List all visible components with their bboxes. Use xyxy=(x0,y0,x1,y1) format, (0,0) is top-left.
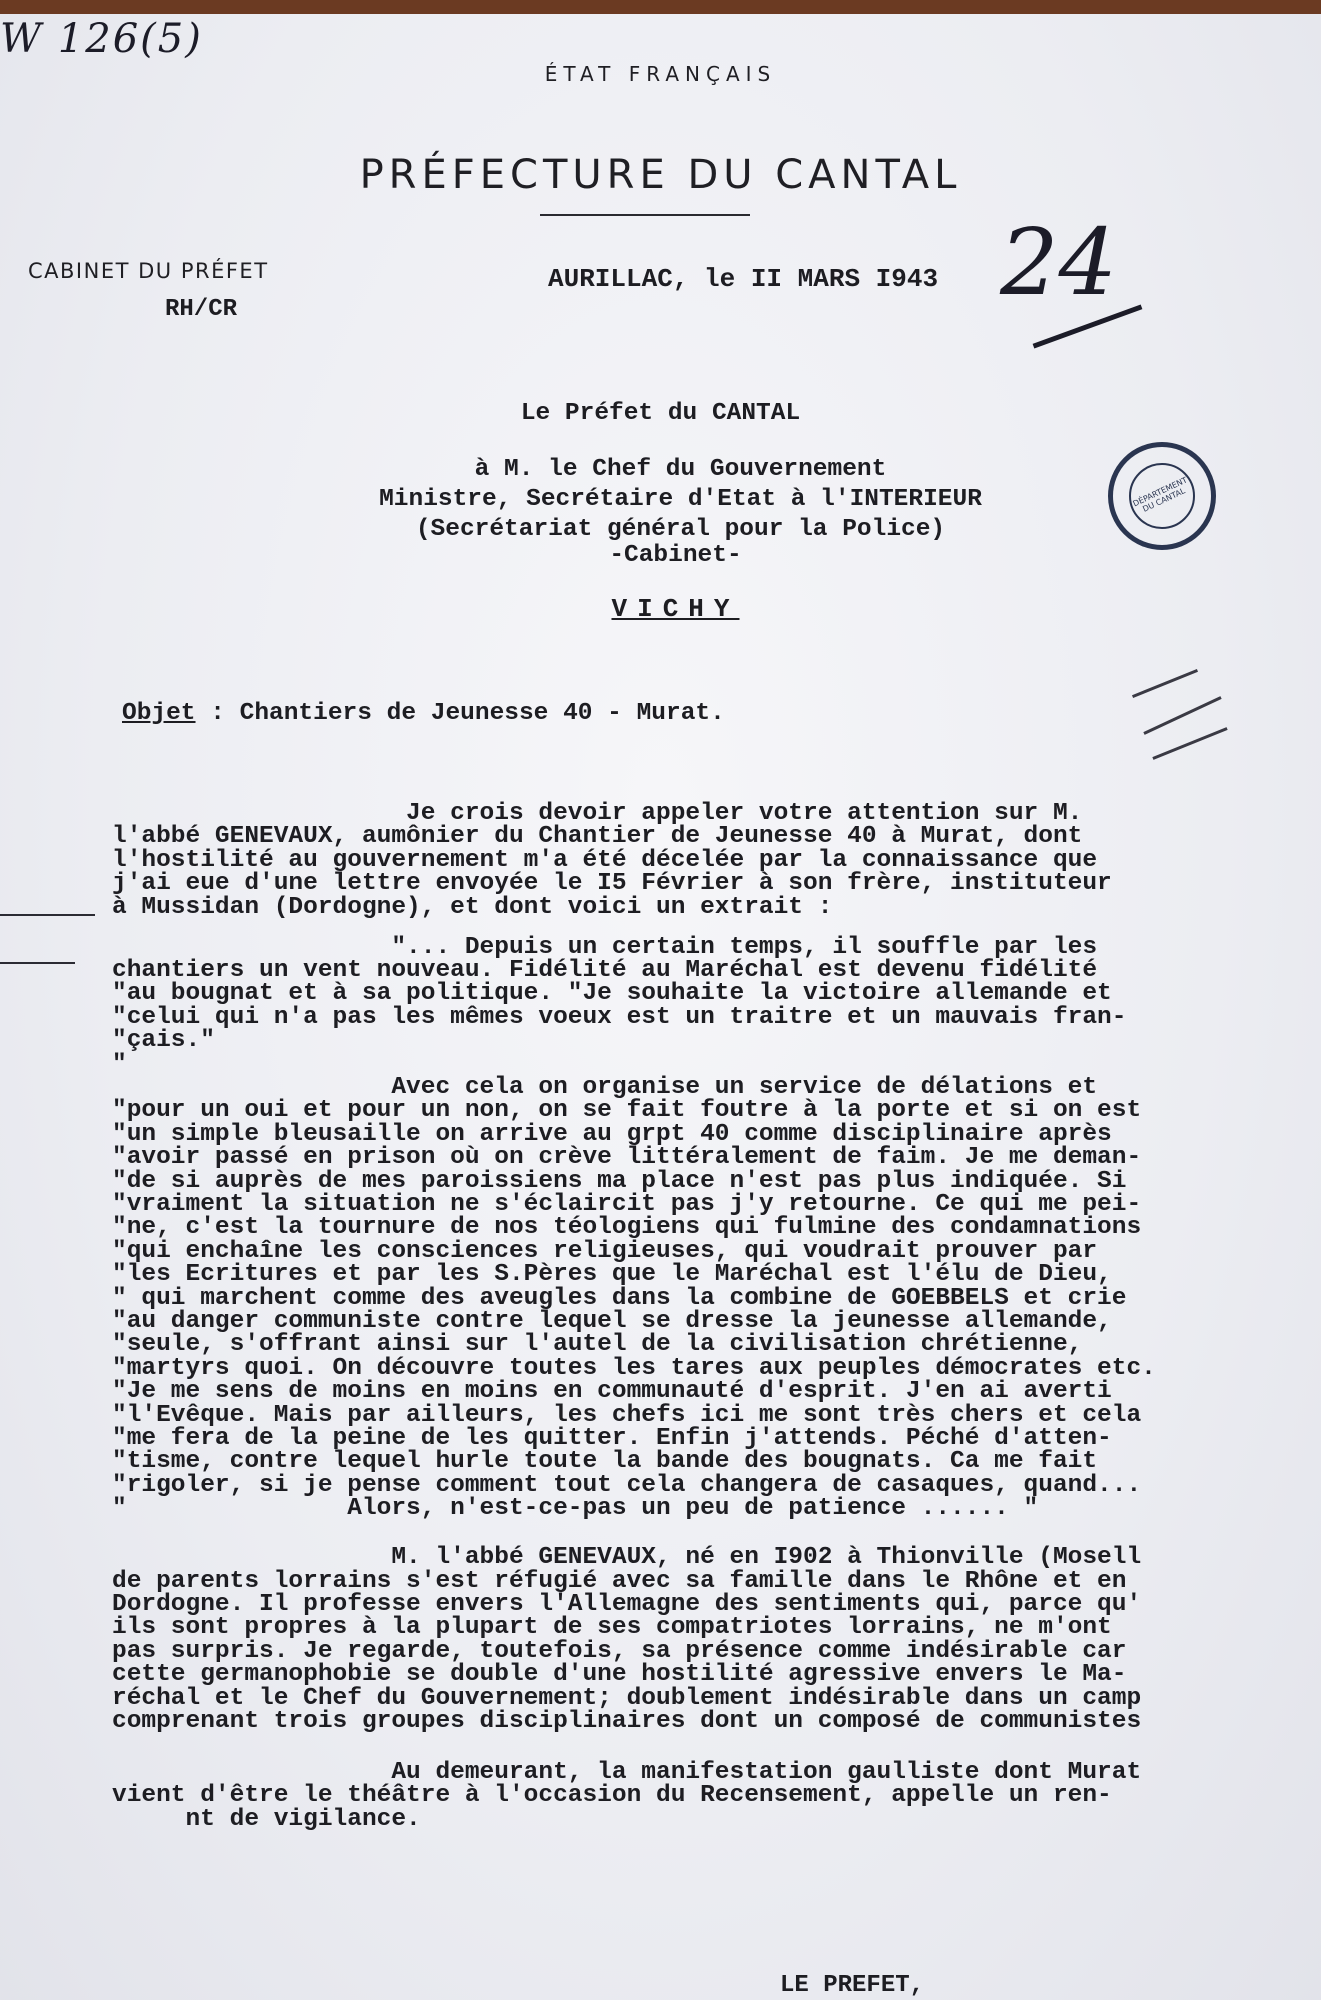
stamp-inner-ring xyxy=(1129,463,1195,529)
state-heading: ÉTAT FRANÇAIS xyxy=(544,62,777,86)
sender-line: Le Préfet du CANTAL xyxy=(520,400,801,427)
body-line: "de si auprès de mes paroissiens ma place n'est pas plus indiquée. Si xyxy=(112,1167,1127,1195)
body-line: "l'Evêque. Mais par ailleurs, les chefs ici me sont très chers et cela xyxy=(112,1401,1142,1429)
addressee-line-3: (Secrétariat général pour la Police) xyxy=(415,516,946,543)
body-line: Au demeurant, la manifestation gaulliste dont Murat xyxy=(112,1759,1142,1786)
body-line: "les Ecritures et par les S.Pères que le Maréchal est l'élu de Dieu, xyxy=(112,1261,1112,1289)
body-line: "au danger communiste contre lequel se dresse la jeunesse allemande, xyxy=(112,1308,1112,1335)
body-line: à Mussidan (Dordogne), et dont voici un extrait : xyxy=(112,893,833,921)
body-line: "au bougnat et à sa politique. "Je souhaite la victoire allemande et xyxy=(112,980,1112,1008)
subject-label: Objet xyxy=(122,700,196,727)
prefecture-heading: PRÉFECTURE DU CANTAL xyxy=(359,152,962,198)
body-line: l'abbé GENEVAUX, aumônier du Chantier de Jeunesse 40 à Murat, dont xyxy=(112,823,1083,851)
addressee-line-4: -Cabinet- xyxy=(609,542,742,569)
body-line: "me fera de la peine de les quitter. Enfin j'attends. Péché d'atten- xyxy=(112,1425,1112,1452)
city-underlined: VICHY xyxy=(611,594,740,624)
body-line: j'ai eue d'une lettre envoyée le I5 Février à son frère, instituteur xyxy=(112,870,1112,898)
body-line: pas surpris. Je regarde, toutefois, sa présence comme indésirable car xyxy=(112,1637,1127,1665)
body-line: "pour un oui et pour un non, on se fait foutre à la porte et si on est xyxy=(112,1097,1142,1125)
margin-bracket-top xyxy=(0,914,95,916)
margin-scribble-3 xyxy=(1152,727,1227,760)
body-line: vient d'être le théâtre à l'occasion du Recensement, appelle un ren- xyxy=(112,1782,1112,1810)
addressee-line-1: à M. le Chef du Gouvernement xyxy=(474,456,887,483)
document-page xyxy=(0,14,1321,2000)
body-line: "rigoler, si je pense comment tout cela changera de casaques, quand... xyxy=(112,1471,1142,1499)
body-line: "vraiment la situation ne s'éclaircit pas j'y retourne. Ce qui me pei- xyxy=(112,1191,1142,1218)
body-line: Je crois devoir appeler votre attention sur M. xyxy=(112,800,1083,827)
body-line: "... Depuis un certain temps, il souffle par les xyxy=(112,933,1098,961)
body-line: "çais." xyxy=(112,1027,215,1055)
body-line: réchal et le Chef du Gouvernement; doublement indésirable dans un camp xyxy=(112,1684,1142,1712)
body-line: chantiers un vent nouveau. Fidélité au Maréchal est devenu fidélité xyxy=(112,957,1098,984)
stamp-label: DÉPARTEMENT DU CANTAL xyxy=(1131,475,1189,514)
body-line: "martyrs quoi. On découvre toutes les tares aux peuples démocrates etc. xyxy=(112,1354,1156,1382)
body-line: l'hostilité au gouvernement m'a été décelée par la connaissance que xyxy=(112,846,1098,874)
body-line: " Alors, n'est-ce-pas un peu de patience ...... " xyxy=(112,1495,1039,1523)
body-line: Avec cela on organise un service de délations et xyxy=(112,1074,1098,1101)
body-line: "celui qui n'a pas les mêmes voeux est un traitre et un mauvais fran- xyxy=(112,1003,1127,1031)
body-line: " xyxy=(112,1050,127,1078)
folio-number-handwritten: 24 xyxy=(1000,209,1118,316)
body-line: "un simple bleusaille on arrive au grpt 40 comme disciplinaire après xyxy=(112,1120,1112,1148)
body-line: " qui marchent comme des aveugles dans la combine de GOEBBELS et crie xyxy=(112,1284,1127,1312)
archive-reference-handwritten: W 126(5) xyxy=(0,16,203,62)
signature-line: LE PREFET, xyxy=(780,1972,925,1999)
addressee-city xyxy=(0,594,1321,624)
office-label: CABINET DU PRÉFET xyxy=(28,259,269,283)
body-line: "qui enchaîne les consciences religieuses, qui voudrait prouver par xyxy=(112,1237,1098,1265)
margin-scribble-1 xyxy=(1132,669,1198,698)
margin-scribble-2 xyxy=(1143,696,1221,735)
body-line: M. l'abbé GENEVAUX, né en I902 à Thionville (Mosell xyxy=(112,1544,1142,1572)
heading-divider xyxy=(540,214,750,216)
body-line: comprenant trois groupes disciplinaires dont un composé de communistes xyxy=(112,1708,1142,1735)
body-line: "tisme, contre lequel hurle toute la bande des bougnats. Ca me fait xyxy=(112,1448,1098,1476)
reference-initials: RH/CR xyxy=(165,296,238,323)
body-line: Dordogne. Il professe envers l'Allemagne des sentiments qui, parce qu' xyxy=(112,1591,1142,1618)
body-line: "seule, s'offrant ainsi sur l'autel de la civilisation chrétienne, xyxy=(112,1331,1083,1359)
body-line: nt de vigilance. xyxy=(112,1805,421,1833)
subject-text: : Chantiers de Jeunesse 40 - Murat. xyxy=(195,700,725,727)
body-line: ils sont propres à la plupart de ses compatriotes lorrains, ne m'ont xyxy=(112,1614,1112,1642)
subject-line xyxy=(122,700,725,727)
body-line: "Je me sens de moins en moins en communauté d'esprit. J'en ai averti xyxy=(112,1378,1112,1406)
body-line: "avoir passé en prison où on crève littéralement de faim. Je me deman- xyxy=(112,1144,1142,1172)
department-stamp xyxy=(1108,442,1216,550)
addressee-line-2: Ministre, Secrétaire d'Etat à l'INTERIEUR xyxy=(379,486,982,513)
dateline: AURILLAC, le II MARS I943 xyxy=(548,264,939,294)
body-line: "ne, c'est la tournure de nos téologiens qui fulmine des condamnations xyxy=(112,1214,1142,1242)
body-line: cette germanophobie se double d'une hostilité agressive envers le Ma- xyxy=(112,1661,1127,1689)
body-line: de parents lorrains s'est réfugié avec sa famille dans le Rhône et en xyxy=(112,1567,1127,1595)
margin-bracket-bottom xyxy=(0,962,75,964)
